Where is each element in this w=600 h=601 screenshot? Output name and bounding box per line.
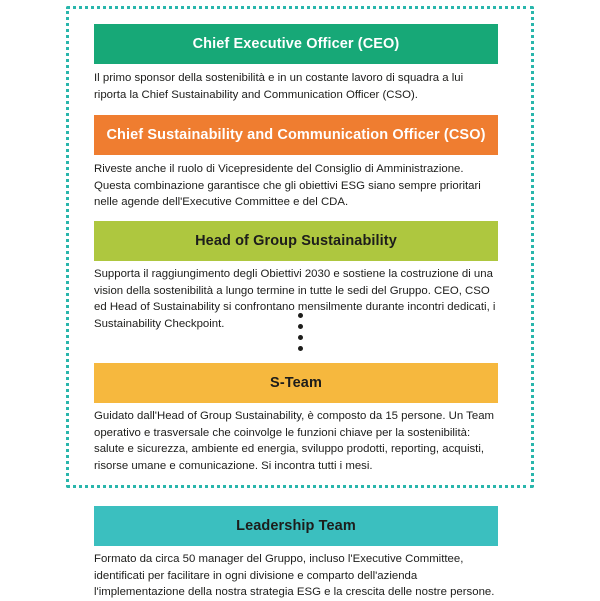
node-head-of-group-sustainability-description: Supporta il raggiungimento degli Obiettivi 2030 e sostiene la costruzione di una vision della sostenibilità a lungo termine in tutte le sedi del Gruppo. CEO, CSO ed Head of Sustainability si confrontano mensilmente durante incontri dedicati, i Sustainability Checkpoint. <box>94 268 496 330</box>
node-s-team-label: S-Team <box>270 375 322 391</box>
connector-dot <box>298 346 303 351</box>
node-cso-description: Riveste anche il ruolo di Vicepresidente del Consiglio di Amministrazione. Questa combinazione garantisce che gli obiettivi ESG siano sempre prioritari nelle agende dell'Executive Committee e del CDA. <box>94 163 481 209</box>
connector-dot <box>298 335 303 340</box>
node-s-team-header <box>94 363 498 403</box>
connector-dot <box>298 324 303 329</box>
node-cso-label: Chief Sustainability and Communication Officer (CSO) <box>106 127 486 143</box>
node-leadership-team-description: Formato da circa 50 manager del Gruppo, incluso l'Executive Committee, identificati per facilitare in ogni divisione e comparto dell'azienda l'implementazione della nostra strategia ESG e la crescita delle nostre persone. <box>94 553 495 599</box>
node-leadership-team-label: Leadership Team <box>236 518 356 534</box>
vertical-dots-connector <box>298 313 304 361</box>
node-head-of-group-sustainability-label: Head of Group Sustainability <box>195 233 397 249</box>
connector-dot <box>298 313 303 318</box>
node-ceo-description: Il primo sponsor della sostenibilità e in un costante lavoro di squadra a lui riporta la Chief Sustainability and Communication Officer (CSO). <box>94 72 464 101</box>
node-cso-header <box>94 115 498 155</box>
node-head-of-group-sustainability-header <box>94 221 498 261</box>
node-ceo-header <box>94 24 498 64</box>
node-ceo-label: Chief Executive Officer (CEO) <box>192 36 400 52</box>
node-s-team-description: Guidato dall'Head of Group Sustainability, è composto da 15 persone. Un Team operativo e trasversale che coinvolge le funzioni chiave per la sostenibilità: salute e sicurezza, ambiente ed energia, sviluppo prodotti, reporting, acquisti, risorse umane e comunicazione. Si incontra tutti i mesi. <box>94 410 495 472</box>
node-leadership-team-header <box>94 506 498 546</box>
